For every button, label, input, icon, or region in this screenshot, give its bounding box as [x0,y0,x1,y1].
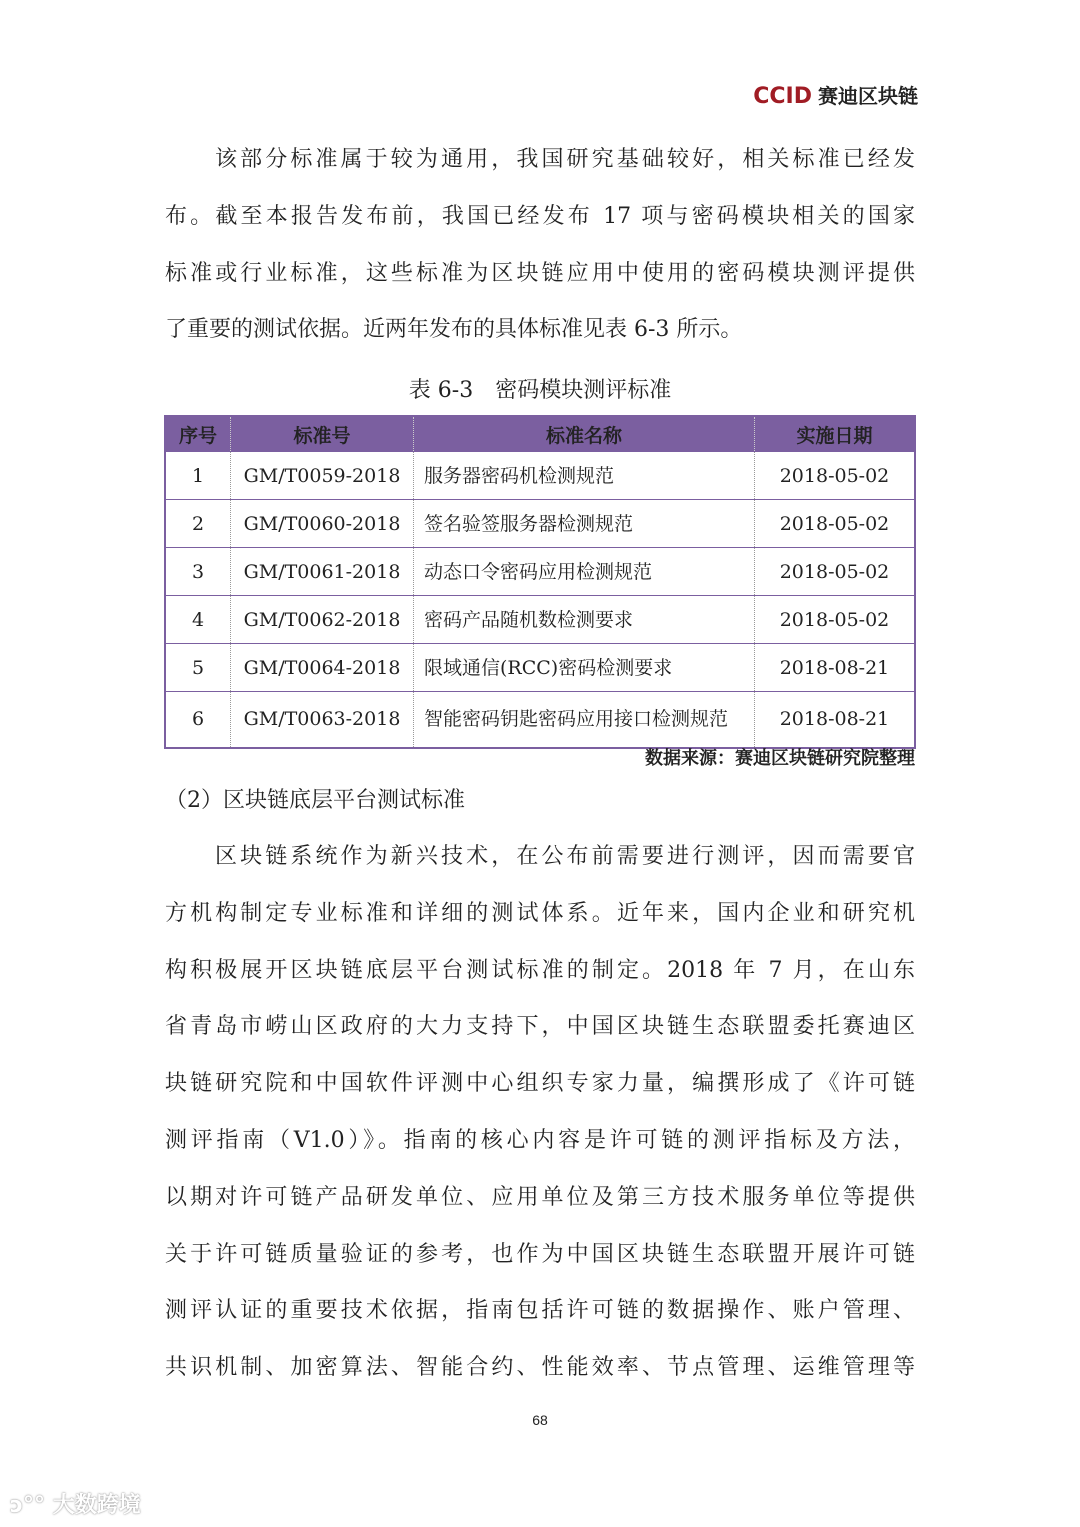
standard-code: GM/T0060-2018 [231,500,414,548]
table-row [165,500,915,548]
row-number: 4 [165,596,231,644]
brand-logo: CCID [753,84,812,109]
table-row [165,548,915,596]
effective-date: 2018-05-02 [755,548,916,596]
standard-name: 服务器密码机检测规范 [414,452,755,500]
section-heading: （2）区块链底层平台测试标准 [165,788,465,813]
row-number: 5 [165,644,231,692]
standard-name: 智能密码钥匙密码应用接口检测规范 [414,692,755,748]
text-line: 省青岛市崂山区政府的大力支持下，中国区块链生态联盟委托赛迪区 [165,1014,915,1040]
effective-date: 2018-05-02 [755,500,916,548]
standard-name: 签名验签服务器检测规范 [414,500,755,548]
watermark-logo: ↄ°° 大数跨境 [10,1493,141,1518]
column-header: 标准号 [231,416,414,452]
table-row [165,596,915,644]
text-line: 关于许可链质量验证的参考，也作为中国区块链生态联盟开展许可链 [165,1241,915,1267]
row-number: 2 [165,500,231,548]
standard-name: 限域通信(RCC)密码检测要求 [414,644,755,692]
text-line: 该部分标准属于较为通用，我国研究基础较好，相关标准已经发 [215,147,915,172]
row-number: 6 [165,692,231,748]
table-row [165,452,915,500]
text-line: 标准或行业标准，这些标准为区块链应用中使用的密码模块测评提供 [165,260,915,286]
text-line: 共识机制、加密算法、智能合约、性能效率、节点管理、运维管理等 [165,1355,915,1381]
standard-code: GM/T0064-2018 [231,644,414,692]
effective-date: 2018-08-21 [755,692,916,748]
column-header: 标准名称 [414,416,755,452]
row-number: 3 [165,548,231,596]
standard-code: GM/T0063-2018 [231,692,414,748]
text-line: 布。截至本报告发布前，我国已经发布 17 项与密码模块相关的国家 [165,203,915,229]
standard-name: 密码产品随机数检测要求 [414,596,755,644]
table-row [165,644,915,692]
column-header: 实施日期 [755,416,916,452]
standard-code: GM/T0062-2018 [231,596,414,644]
effective-date: 2018-08-21 [755,644,916,692]
text-line: 构积极展开区块链底层平台测试标准的制定。2018 年 7 月，在山东 [165,957,915,983]
text-line: 块链研究院和中国软件评测中心组织专家力量，编撰形成了《许可链 [165,1071,915,1097]
standards-table [164,415,916,749]
row-number: 1 [165,452,231,500]
text-line: 测评指南（V1.0）》。指南的核心内容是许可链的测评指标及方法， [165,1128,915,1153]
effective-date: 2018-05-02 [755,452,916,500]
table-row [165,692,915,748]
text-line: 以期对许可链产品研发单位、应用单位及第三方技术服务单位等提供 [165,1184,915,1210]
standard-code: GM/T0059-2018 [231,452,414,500]
page-number: 68 [532,1412,548,1428]
column-header: 序号 [165,416,231,452]
text-line: 方机构制定专业标准和详细的测试体系。近年来，国内企业和研究机 [165,900,915,926]
text-line: 测评认证的重要技术依据，指南包括许可链的数据操作、账户管理、 [165,1298,915,1324]
data-source: 数据来源：赛迪区块链研究院整理 [645,748,915,769]
table-caption: 表 6-3 密码模块测评标准 [408,378,672,403]
effective-date: 2018-05-02 [755,596,916,644]
brand-name: 赛迪区块链 [818,84,918,108]
text-line: 了重要的测试依据。近两年发布的具体标准见表 6-3 所示。 [165,317,743,343]
standard-code: GM/T0061-2018 [231,548,414,596]
page-header [753,80,918,109]
text-line: 区块链系统作为新兴技术，在公布前需要进行测评，因而需要官 [215,844,915,869]
standard-name: 动态口令密码应用检测规范 [414,548,755,596]
